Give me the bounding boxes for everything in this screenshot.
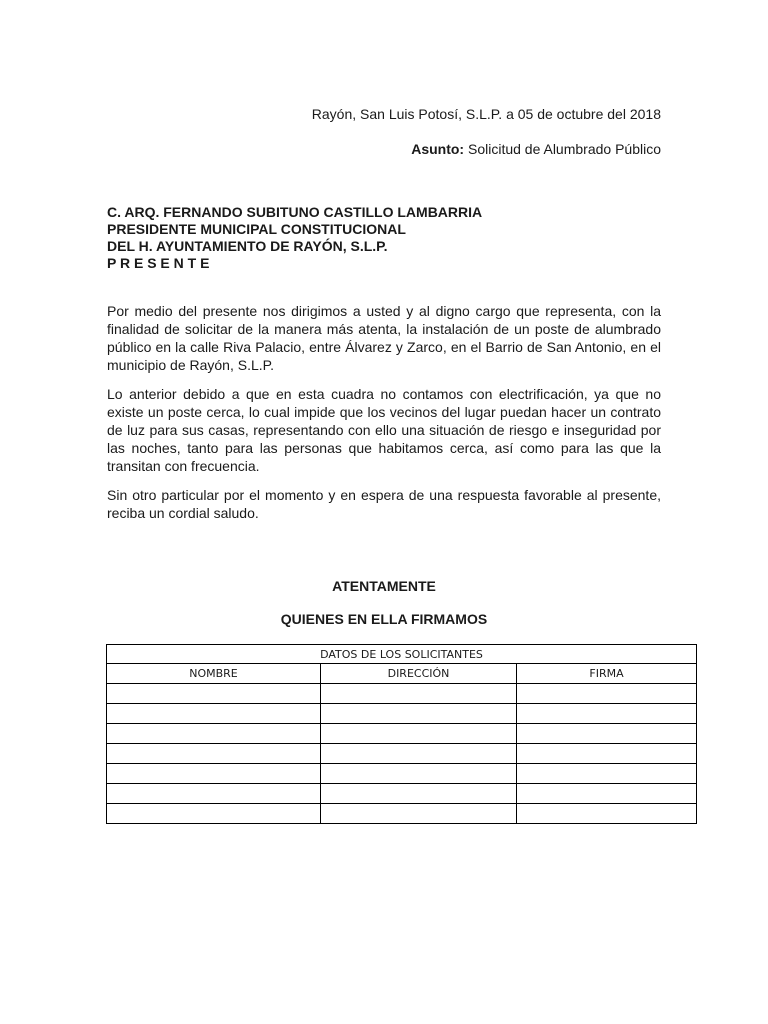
table-caption: DATOS DE LOS SOLICITANTES [107, 645, 697, 664]
firma-cell[interactable] [517, 744, 697, 764]
closing-atentamente: ATENTAMENTE [332, 578, 436, 594]
nombre-cell[interactable] [107, 784, 321, 804]
recipient-institution: DEL H. AYUNTAMIENTO DE RAYÓN, S.L.P. [107, 238, 388, 254]
direccion-cell[interactable] [321, 784, 517, 804]
firma-cell[interactable] [517, 804, 697, 824]
paragraph-closing: Sin otro particular por el momento y en espera de una respuesta favorable al presente, reciba un cordial saludo. [107, 487, 661, 521]
subject-label: Asunto: [411, 141, 465, 157]
signers-heading: QUIENES EN ELLA FIRMAMOS [280, 611, 488, 627]
firma-cell[interactable] [517, 764, 697, 784]
nombre-cell[interactable] [107, 724, 321, 744]
table-row [107, 724, 697, 744]
direccion-cell[interactable] [321, 724, 517, 744]
letter-body [107, 302, 661, 533]
nombre-cell[interactable] [107, 684, 321, 704]
recipient-presente: P R E S E N T E [107, 255, 210, 271]
recipient-title: PRESIDENTE MUNICIPAL CONSTITUCIONAL [107, 221, 406, 237]
column-header-firma: FIRMA [517, 664, 697, 684]
direccion-cell[interactable] [321, 804, 517, 824]
nombre-cell[interactable] [107, 744, 321, 764]
direccion-cell[interactable] [321, 704, 517, 724]
recipient-block [107, 204, 482, 272]
column-header-nombre: NOMBRE [107, 664, 321, 684]
paragraph-request: Por medio del presente nos dirigimos a usted y al digno cargo que representa, con la finalidad de solicitar de la manera más atenta, la instalación de un poste de alumbrado público en la calle Riva Palacio, entre Álvarez y Zarco, en el Barrio de San Antonio, en el municipio de Rayón, S.L.P. [107, 303, 661, 373]
firma-cell[interactable] [517, 704, 697, 724]
paragraph-reason: Lo anterior debido a que en esta cuadra no contamos con electrificación, ya que no existe un poste cerca, lo cual impide que los vecinos del lugar puedan hacer un contrato de luz para sus casas, representando con ello una situación de riesgo e inseguridad por las noches, tanto para las personas que habitamos cerca, así como para las que la transitan con frecuencia. [107, 386, 661, 474]
subject-text: Solicitud de Alumbrado Público [464, 141, 661, 157]
table-row [107, 684, 697, 704]
table-row [107, 804, 697, 824]
subject-line [411, 141, 661, 157]
direccion-cell[interactable] [321, 684, 517, 704]
firma-cell[interactable] [517, 784, 697, 804]
signers-table [106, 644, 697, 824]
nombre-cell[interactable] [107, 764, 321, 784]
firma-cell[interactable] [517, 724, 697, 744]
table-row [107, 784, 697, 804]
recipient-name: C. ARQ. FERNANDO SUBITUNO CASTILLO LAMBARRIA [107, 204, 483, 220]
date-line: Rayón, San Luis Potosí, S.L.P. a 05 de octubre del 2018 [311, 106, 661, 122]
direccion-cell[interactable] [321, 764, 517, 784]
firma-cell[interactable] [517, 684, 697, 704]
nombre-cell[interactable] [107, 804, 321, 824]
table-row [107, 744, 697, 764]
direccion-cell[interactable] [321, 744, 517, 764]
table-row [107, 764, 697, 784]
column-header-direccion: DIRECCIÓN [321, 664, 517, 684]
table-row [107, 704, 697, 724]
nombre-cell[interactable] [107, 704, 321, 724]
